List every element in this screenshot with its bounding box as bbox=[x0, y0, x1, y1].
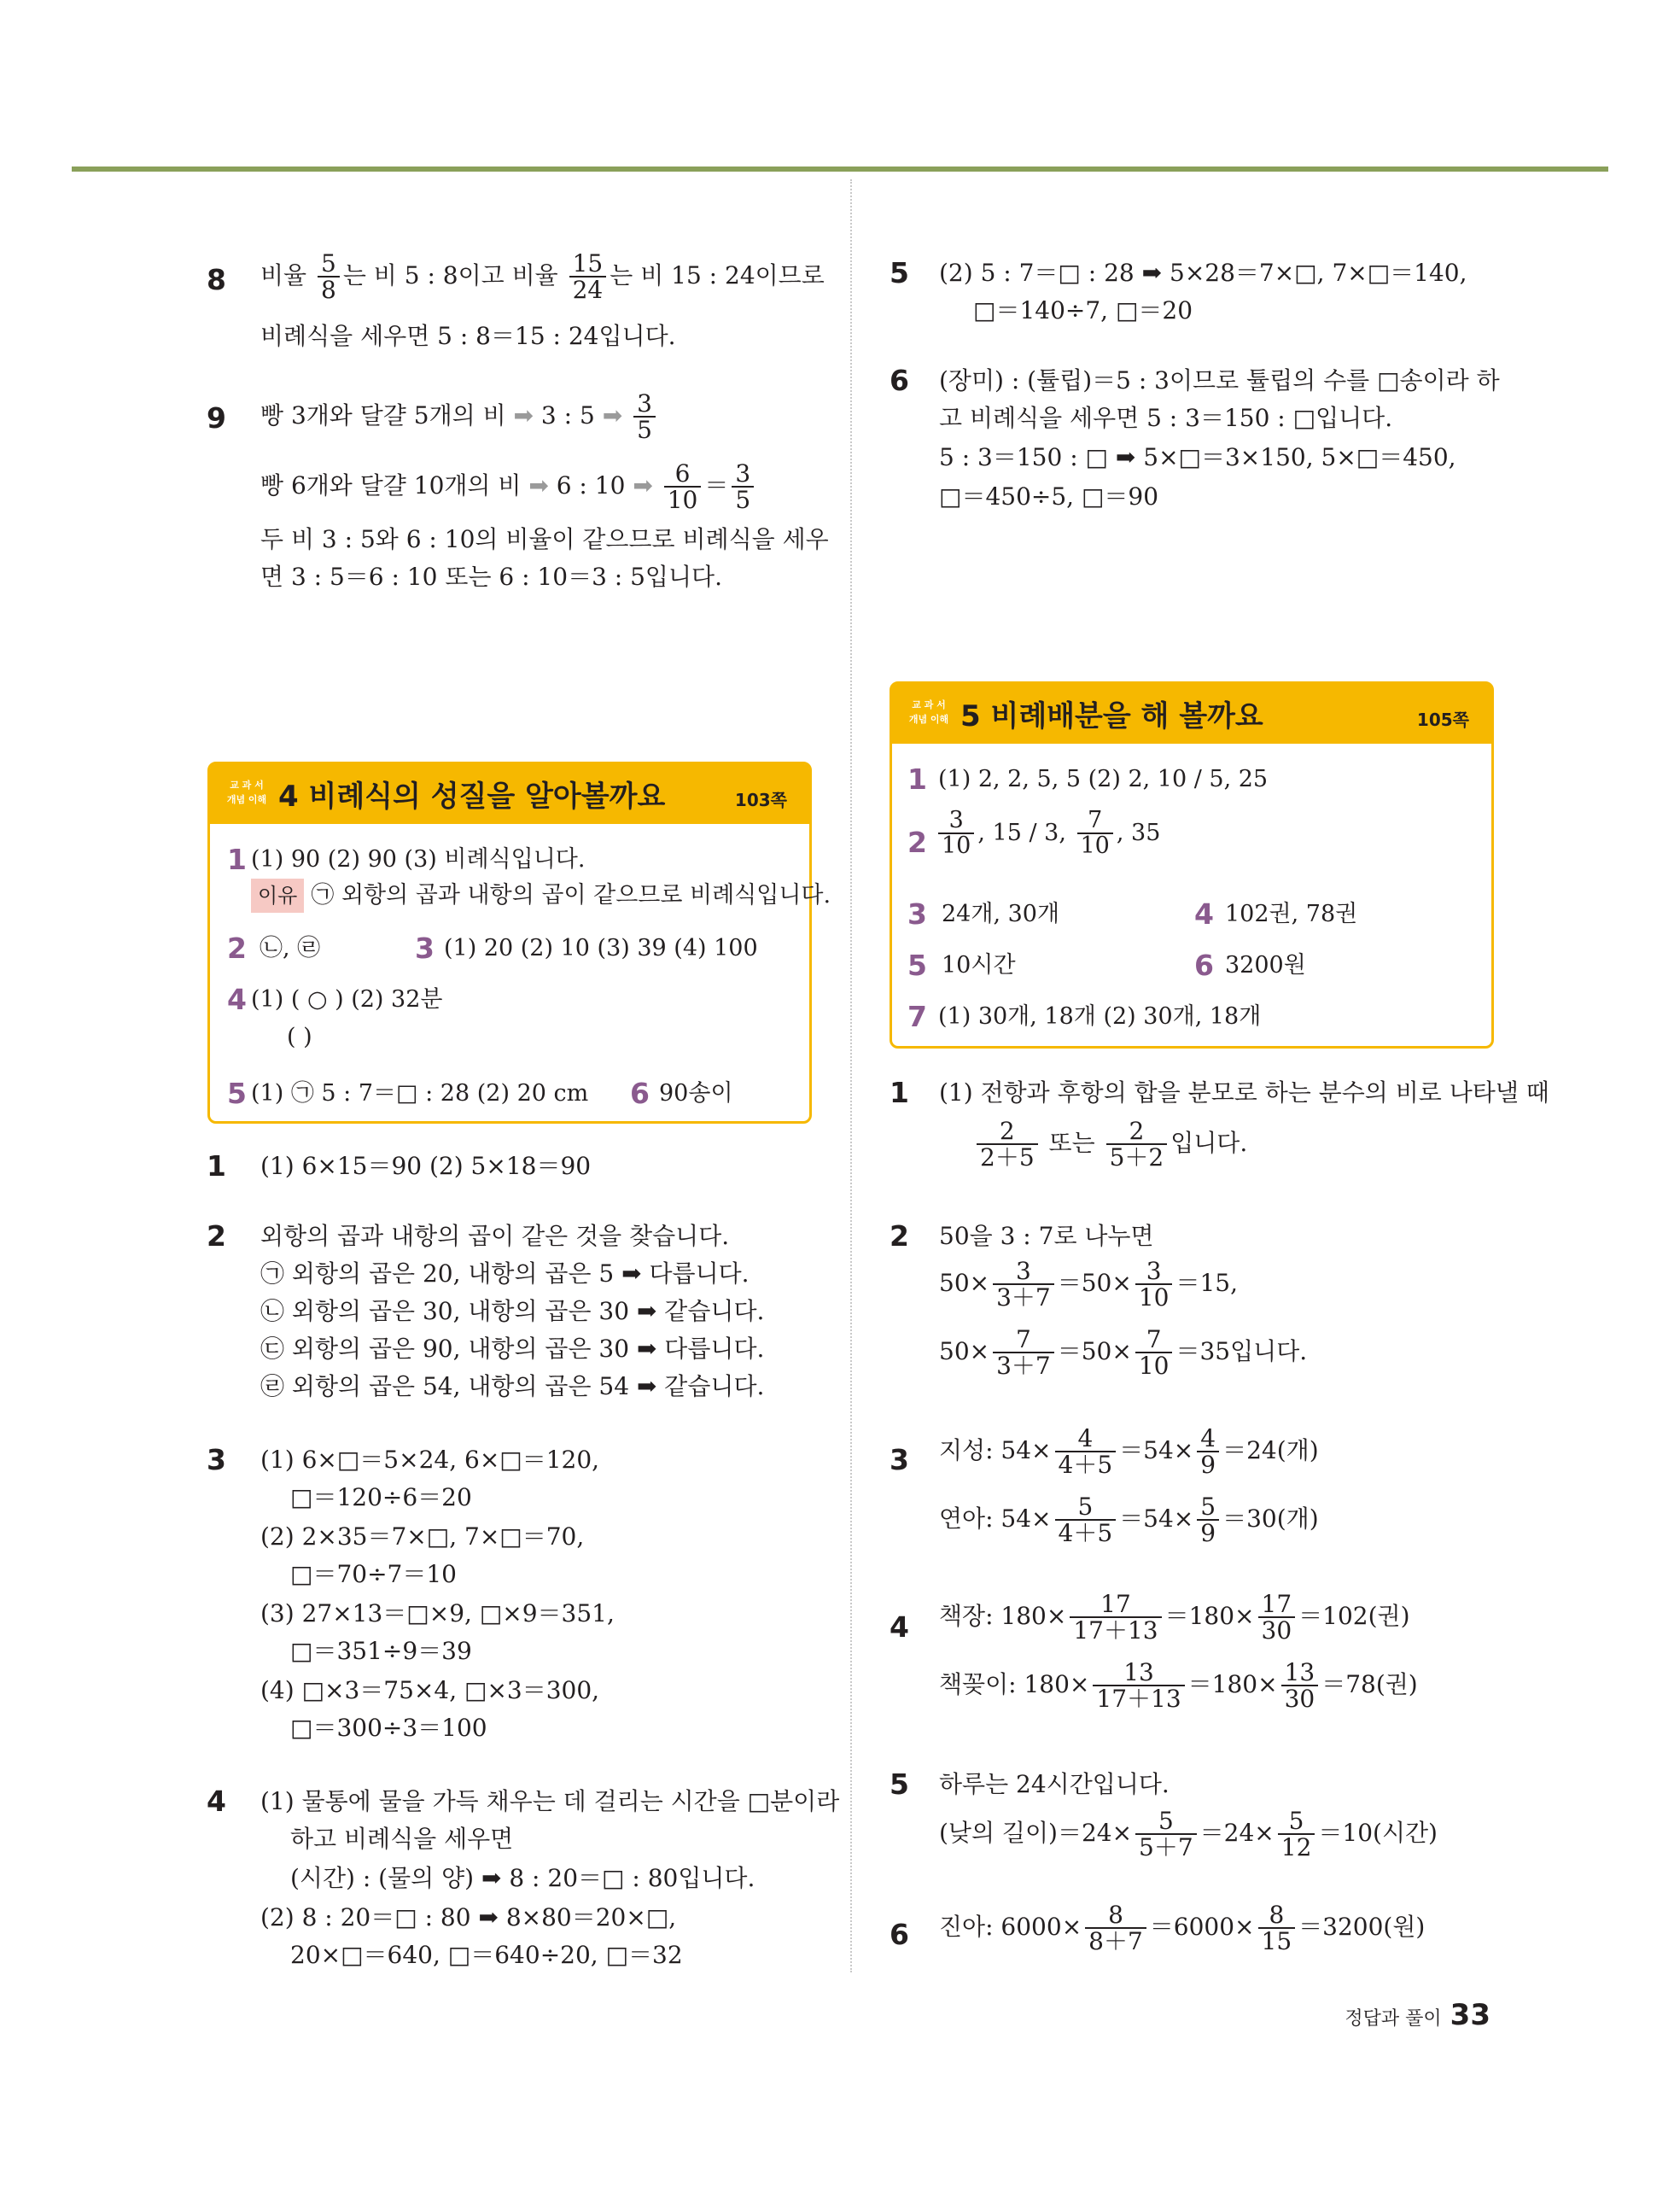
numerator: 6 bbox=[664, 461, 702, 488]
denominator: 10 bbox=[1138, 1283, 1170, 1312]
text: ＝78(권) bbox=[1321, 1669, 1418, 1698]
q9-number: 9 bbox=[207, 401, 226, 435]
r-q6-line: □＝450÷5, □＝90 bbox=[939, 482, 1159, 511]
text: ＝10(시간) bbox=[1318, 1818, 1438, 1847]
page-ref: 105쪽 bbox=[1416, 710, 1469, 730]
fraction bbox=[938, 809, 974, 859]
q2-line: 외항의 곱과 내항의 곱이 같은 것을 찾습니다. bbox=[260, 1222, 730, 1250]
denominator: 12 bbox=[1280, 1833, 1312, 1862]
box-header bbox=[892, 684, 1491, 744]
concept-box-4 bbox=[207, 762, 831, 1124]
answer-3: 24개, 30개 bbox=[942, 901, 1060, 927]
denominator: 17＋13 bbox=[1073, 1616, 1158, 1645]
answer-3: (1) 20 (2) 10 (3) 39 (4) 100 bbox=[444, 935, 758, 961]
r-q5-line: (2) 5 : 7＝□ : 28 ➡ 5×28＝7×□, 7×□＝140, bbox=[939, 259, 1467, 287]
r-q5-line: 하루는 24시간입니다. bbox=[939, 1770, 1170, 1798]
fraction bbox=[1197, 1426, 1219, 1478]
text: ＝35입니다. bbox=[1175, 1336, 1308, 1365]
q2-number: 2 bbox=[207, 1219, 226, 1253]
denominator: 5 bbox=[637, 416, 652, 445]
denominator: 30 bbox=[1261, 1616, 1292, 1645]
fraction bbox=[1093, 1660, 1184, 1712]
text: (낮의 길이)＝24× bbox=[939, 1818, 1133, 1847]
answer-4-b: ( ) bbox=[287, 1024, 312, 1050]
footer-label: 정답과 풀이 bbox=[1345, 2008, 1442, 2030]
numerator: 3 bbox=[633, 391, 656, 418]
fraction bbox=[1055, 1426, 1117, 1478]
denominator: 3＋7 bbox=[996, 1352, 1051, 1381]
q3-line: (2) 2×35＝7×□, 7×□＝70, bbox=[260, 1522, 585, 1551]
text: 6 : 10 bbox=[556, 470, 626, 500]
page-ref: 103쪽 bbox=[734, 790, 787, 810]
answer-number: 2 bbox=[907, 826, 927, 859]
top-rule bbox=[72, 167, 1608, 172]
r-q6-line: 고 비례식을 세우면 5 : 3＝150 : □입니다. bbox=[939, 404, 1393, 432]
q3-line: □＝70÷7＝10 bbox=[290, 1560, 457, 1588]
text: ＝54× bbox=[1119, 1504, 1194, 1533]
fraction bbox=[1258, 1902, 1296, 1954]
fraction bbox=[1135, 1259, 1173, 1311]
r-q6-number-b: 6 bbox=[890, 1918, 909, 1951]
text: 는 비 15 : 24이므로 bbox=[610, 260, 825, 289]
page-footer bbox=[1345, 1998, 1490, 2032]
denominator: 10 bbox=[667, 486, 698, 515]
text: 입니다. bbox=[1170, 1128, 1248, 1157]
answer-5: (1) ㉠ 5 : 7＝□ : 28 (2) 20 cm bbox=[251, 1080, 589, 1107]
fraction bbox=[664, 461, 702, 513]
r-q5-number-b: 5 bbox=[890, 1767, 909, 1801]
denominator: 8 bbox=[321, 276, 336, 305]
fraction bbox=[1197, 1494, 1219, 1546]
answer-number: 6 bbox=[1194, 949, 1214, 982]
numerator: 5 bbox=[1135, 1808, 1197, 1835]
answer-number: 3 bbox=[907, 897, 927, 931]
denominator: 5 bbox=[735, 486, 751, 515]
q1-number: 1 bbox=[207, 1149, 226, 1183]
q4-line: (시간) : (물의 양) ➡ 8 : 20＝□ : 80입니다. bbox=[290, 1864, 755, 1892]
r-q3-number: 3 bbox=[890, 1443, 909, 1476]
answer-4: 102권, 78권 bbox=[1225, 901, 1358, 927]
numerator: 5 bbox=[1055, 1494, 1117, 1521]
r-q6-line: (장미) : (튤립)＝5 : 3이므로 튤립의 수를 □송이라 하 bbox=[939, 366, 1500, 394]
fraction bbox=[993, 1259, 1054, 1311]
text: ＝180× bbox=[1164, 1601, 1255, 1630]
fraction bbox=[1085, 1902, 1146, 1954]
text: ＝102(권) bbox=[1298, 1601, 1410, 1630]
r-q2-eq1 bbox=[939, 1259, 1238, 1311]
answer-4: (1) ( ○ ) (2) 32분 bbox=[251, 986, 443, 1013]
numerator: 8 bbox=[1085, 1902, 1146, 1929]
q3-line: (1) 6×□＝5×24, 6×□＝120, bbox=[260, 1446, 600, 1474]
text: 책장: 180× bbox=[939, 1601, 1067, 1630]
fraction bbox=[1278, 1808, 1315, 1861]
fraction bbox=[1281, 1660, 1319, 1712]
answer-7: (1) 30개, 18개 (2) 30개, 18개 bbox=[938, 1003, 1262, 1030]
r-q6-line: 5 : 3＝150 : □ ➡ 5×□＝3×150, 5×□＝450, bbox=[939, 443, 1456, 471]
badge-line: 개념 이해 bbox=[908, 714, 949, 725]
q1-line: (1) 6×15＝90 (2) 5×18＝90 bbox=[260, 1152, 592, 1180]
denominator: 8＋7 bbox=[1088, 1927, 1143, 1956]
denominator: 15 bbox=[1261, 1927, 1292, 1956]
answer-number: 5 bbox=[227, 1077, 247, 1110]
arrow-icon: ➡ bbox=[602, 400, 623, 429]
text: 50× bbox=[939, 1336, 990, 1365]
denominator: 5＋7 bbox=[1139, 1833, 1193, 1862]
answer-number: 7 bbox=[907, 1000, 927, 1033]
box-header bbox=[210, 764, 809, 824]
numerator: 17 bbox=[1258, 1592, 1296, 1618]
fraction bbox=[1077, 809, 1113, 859]
text: ＝30(개) bbox=[1222, 1504, 1319, 1533]
r-q3-eq1 bbox=[939, 1426, 1319, 1478]
q3-number: 3 bbox=[207, 1443, 226, 1476]
text: ＝24× bbox=[1199, 1818, 1275, 1847]
r-q6-eq bbox=[939, 1902, 1425, 1954]
answer-6: 90송이 bbox=[659, 1080, 733, 1107]
denominator: 3＋7 bbox=[996, 1283, 1051, 1312]
answer-number: 1 bbox=[227, 843, 247, 876]
r-q2-line: 50을 3 : 7로 나누면 bbox=[939, 1222, 1154, 1250]
fraction bbox=[1258, 1592, 1296, 1644]
reason-label: 이유 bbox=[251, 879, 304, 913]
denominator: 2＋5 bbox=[980, 1143, 1035, 1172]
answer-number: 1 bbox=[907, 762, 927, 796]
q3-line: □＝351÷9＝39 bbox=[290, 1637, 472, 1665]
text: 비율 bbox=[260, 260, 307, 289]
text: 지성: 54× bbox=[939, 1435, 1052, 1464]
q8-number: 8 bbox=[207, 263, 226, 296]
badge-line: 교 과 서 bbox=[230, 780, 264, 791]
numerator: 15 bbox=[569, 251, 607, 278]
text: ＝3200(원) bbox=[1298, 1912, 1426, 1941]
q2-line: ㉠ 외항의 곱은 20, 내항의 곱은 5 ➡ 다릅니다. bbox=[260, 1259, 750, 1288]
text: 3 : 5 bbox=[540, 400, 595, 429]
answer-5: 10시간 bbox=[942, 952, 1016, 979]
answer-1: (1) 2, 2, 5, 5 (2) 2, 10 / 5, 25 bbox=[938, 766, 1269, 792]
fraction bbox=[1055, 1494, 1117, 1546]
q3-line: (3) 27×13＝□×9, □×9＝351, bbox=[260, 1599, 615, 1627]
r-q5-number: 5 bbox=[890, 256, 909, 289]
text: 또는 bbox=[1048, 1128, 1095, 1157]
q3-line: □＝120÷6＝20 bbox=[290, 1483, 472, 1511]
q8-line1 bbox=[260, 251, 825, 303]
q4-line: (1) 물통에 물을 가득 채우는 데 걸리는 시간을 □분이라 bbox=[260, 1787, 840, 1815]
q4-number: 4 bbox=[207, 1785, 226, 1818]
answer-6: 3200원 bbox=[1225, 952, 1306, 979]
denominator: 30 bbox=[1284, 1685, 1315, 1714]
answer-number: 4 bbox=[1194, 897, 1214, 931]
q2-line: ㉢ 외항의 곱은 90, 내항의 곱은 30 ➡ 다릅니다. bbox=[260, 1335, 765, 1363]
numerator: 2 bbox=[1106, 1119, 1168, 1145]
answer-number: 5 bbox=[907, 949, 927, 982]
badge-line: 개념 이해 bbox=[226, 794, 267, 805]
text: 빵 3개와 달걀 5개의 비 bbox=[260, 400, 506, 429]
fraction bbox=[1135, 1808, 1197, 1861]
answer-2: ㉡, ㉣ bbox=[260, 935, 321, 961]
q3-line: (4) □×3＝75×4, □×3＝300, bbox=[260, 1676, 600, 1704]
answer-1: (1) 90 (2) 90 (3) 비례식입니다. bbox=[251, 846, 586, 873]
r-q2-eq2 bbox=[939, 1327, 1307, 1379]
r-q3-eq2 bbox=[939, 1494, 1319, 1546]
text: ＝6000× bbox=[1149, 1912, 1255, 1941]
numerator: 5 bbox=[1278, 1808, 1315, 1835]
q2-line: ㉡ 외항의 곱은 30, 내항의 곱은 30 ➡ 같습니다. bbox=[260, 1297, 765, 1325]
numerator: 7 bbox=[1135, 1327, 1173, 1353]
text: 는 비 5 : 8이고 비율 bbox=[342, 260, 558, 289]
q3-line: □＝300÷3＝100 bbox=[290, 1714, 487, 1742]
r-q1-line2 bbox=[973, 1119, 1247, 1171]
answer-number: 3 bbox=[415, 932, 435, 965]
fraction bbox=[318, 251, 340, 303]
denominator: 17＋13 bbox=[1096, 1685, 1181, 1714]
reason-row bbox=[251, 879, 831, 913]
numerator: 2 bbox=[977, 1119, 1038, 1145]
fraction bbox=[633, 391, 656, 443]
denominator: 5＋2 bbox=[1109, 1143, 1164, 1172]
column-divider bbox=[850, 179, 852, 1972]
numerator: 8 bbox=[1258, 1902, 1296, 1929]
text: ＝180× bbox=[1187, 1669, 1278, 1698]
numerator: 13 bbox=[1093, 1660, 1184, 1686]
arrow-icon: ➡ bbox=[528, 470, 549, 500]
r-q6-number: 6 bbox=[890, 364, 909, 397]
denominator: 4＋5 bbox=[1058, 1519, 1113, 1548]
denominator: 9 bbox=[1200, 1519, 1216, 1548]
numerator: 17 bbox=[1070, 1592, 1161, 1618]
text: ＝15, bbox=[1175, 1268, 1238, 1297]
r-q4-eq1 bbox=[939, 1592, 1410, 1644]
r-q1-line: (1) 전항과 후항의 합을 분모로 하는 분수의 비로 나타낼 때 bbox=[939, 1078, 1549, 1107]
box-title: 4 비례식의 성질을 알아볼까요 bbox=[278, 780, 666, 814]
badge-line: 교 과 서 bbox=[912, 699, 946, 710]
text: , 15 / 3, bbox=[977, 819, 1066, 846]
q9-line2 bbox=[260, 461, 757, 513]
numerator: 13 bbox=[1281, 1660, 1319, 1686]
r-q2-number: 2 bbox=[890, 1219, 909, 1253]
denominator: 9 bbox=[1200, 1451, 1216, 1480]
q4-line: 하고 비례식을 세우면 bbox=[290, 1825, 514, 1853]
box-title: 5 비례배분을 해 볼까요 bbox=[960, 699, 1263, 733]
answer-number: 4 bbox=[227, 983, 247, 1016]
badge bbox=[217, 778, 277, 810]
q4-line: 20×□＝640, □＝640÷20, □＝32 bbox=[290, 1941, 683, 1969]
text: 연아: 54× bbox=[939, 1504, 1052, 1533]
denominator: 4＋5 bbox=[1058, 1451, 1113, 1480]
denominator: 24 bbox=[572, 276, 604, 305]
fraction bbox=[732, 461, 754, 513]
reason-text: ㉠ 외항의 곱과 내항의 곱이 같으므로 비례식입니다. bbox=[311, 882, 831, 909]
arrow-icon: ➡ bbox=[633, 470, 653, 500]
answer-number: 6 bbox=[630, 1077, 650, 1110]
text: 책꽂이: 180× bbox=[939, 1669, 1090, 1698]
text: ＝54× bbox=[1119, 1435, 1194, 1464]
denominator: 10 bbox=[1138, 1352, 1170, 1381]
q8-line2: 비례식을 세우면 5 : 8＝15 : 24입니다. bbox=[260, 322, 676, 350]
q9-line3: 두 비 3 : 5와 6 : 10의 비율이 같으므로 비례식을 세우 bbox=[260, 525, 829, 553]
text: ＝24(개) bbox=[1222, 1435, 1319, 1464]
q2-line: ㉣ 외항의 곱은 54, 내항의 곱은 54 ➡ 같습니다. bbox=[260, 1372, 765, 1400]
q9-line4: 면 3 : 5＝6 : 10 또는 6 : 10＝3 : 5입니다. bbox=[260, 563, 722, 591]
r-q1-number: 1 bbox=[890, 1076, 909, 1109]
fraction bbox=[977, 1119, 1038, 1171]
answer-number: 2 bbox=[227, 932, 247, 965]
arrow-icon: ➡ bbox=[513, 400, 534, 429]
r-q4-eq2 bbox=[939, 1660, 1418, 1712]
text: , 35 bbox=[1116, 819, 1161, 846]
r-q5-line: □＝140÷7, □＝20 bbox=[973, 296, 1193, 324]
page-number: 33 bbox=[1450, 1998, 1490, 2032]
numerator: 3 bbox=[1135, 1259, 1173, 1285]
badge bbox=[899, 698, 959, 730]
text: 빵 6개와 달걀 10개의 비 bbox=[260, 470, 522, 500]
numerator: 7 bbox=[1077, 809, 1113, 834]
numerator: 3 bbox=[993, 1259, 1054, 1285]
text: ＝ bbox=[704, 470, 729, 500]
r-q5-eq bbox=[939, 1808, 1438, 1861]
fraction bbox=[1070, 1592, 1161, 1644]
q4-line: (2) 8 : 20＝□ : 80 ➡ 8×80＝20×□, bbox=[260, 1903, 677, 1931]
fraction bbox=[993, 1327, 1054, 1379]
text: ＝50× bbox=[1057, 1268, 1132, 1297]
numerator: 3 bbox=[938, 809, 974, 834]
q9-line1 bbox=[260, 391, 659, 443]
numerator: 5 bbox=[1197, 1494, 1219, 1521]
text: ＝50× bbox=[1057, 1336, 1132, 1365]
fraction bbox=[1106, 1119, 1168, 1171]
fraction bbox=[1135, 1327, 1173, 1379]
concept-box-5 bbox=[890, 681, 1494, 1049]
numerator: 4 bbox=[1055, 1426, 1117, 1452]
numerator: 3 bbox=[732, 461, 754, 488]
text: 진아: 6000× bbox=[939, 1912, 1082, 1941]
numerator: 4 bbox=[1197, 1426, 1219, 1452]
r-q4-number: 4 bbox=[890, 1610, 909, 1644]
denominator: 10 bbox=[942, 833, 971, 860]
numerator: 5 bbox=[318, 251, 340, 278]
answer-2 bbox=[935, 809, 1160, 859]
numerator: 7 bbox=[993, 1327, 1054, 1353]
text: 50× bbox=[939, 1268, 990, 1297]
denominator: 10 bbox=[1080, 833, 1110, 860]
fraction bbox=[569, 251, 607, 303]
